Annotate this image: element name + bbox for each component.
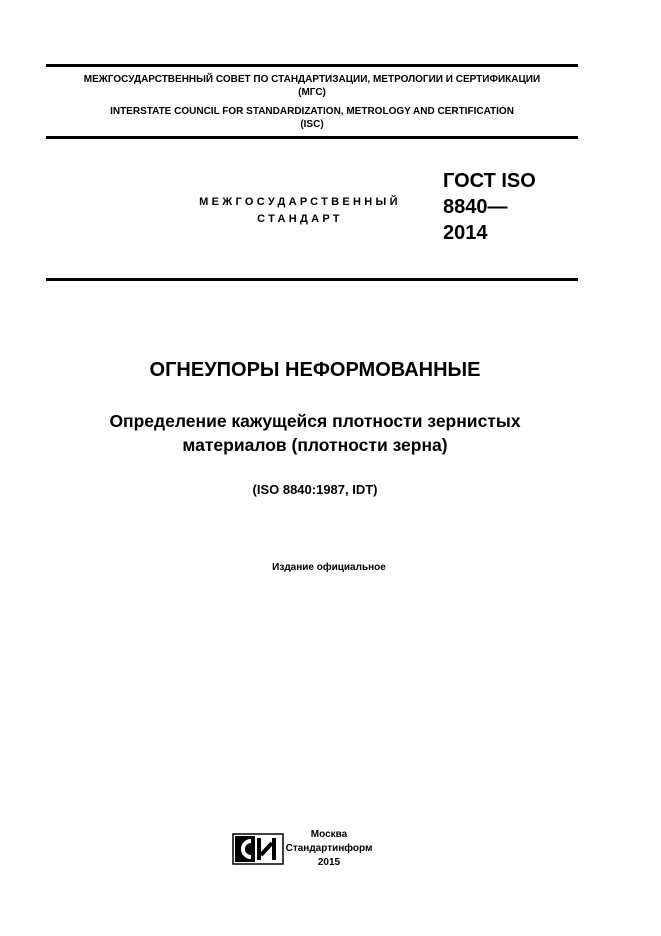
council-ru-name: МЕЖГОСУДАРСТВЕННЫЙ СОВЕТ ПО СТАНДАРТИЗАЦИИ, МЕТРОЛОГИИ И СЕРТИФИКАЦИИ [83, 74, 541, 85]
publisher-info [282, 828, 376, 870]
top-rule [46, 64, 578, 67]
council-en-abbr: (ISC) [300, 119, 324, 130]
standard-label-line2: СТАНДАРТ [257, 213, 343, 225]
standartinform-logo-icon [232, 833, 284, 865]
subtitle-line1: Определение кажущейся плотности зернистых [109, 411, 521, 431]
document-title: ОГНЕУПОРЫ НЕФОРМОВАННЫЕ [149, 359, 481, 381]
publisher-city: Москва [310, 829, 348, 840]
interstate-standard-label [150, 194, 450, 228]
council-en [46, 105, 578, 131]
document-subtitle [0, 409, 630, 457]
council-ru [46, 73, 578, 99]
gost-code-line1: ГОСТ ISO [443, 170, 536, 192]
council-en-name: INTERSTATE COUNCIL FOR STANDARDIZATION, METROLOGY AND CERTIFICATION [110, 106, 514, 117]
publisher-name: Стандартинформ [285, 843, 373, 854]
standard-label-line1: МЕЖГОСУДАРСТВЕННЫЙ [199, 196, 401, 208]
header-divider [46, 136, 578, 139]
subtitle-line2: материалов (плотности зерна) [182, 435, 448, 455]
standard-divider [46, 278, 578, 281]
edition-note: Издание официальное [272, 562, 386, 573]
gost-code [443, 168, 536, 246]
gost-code-line2: 8840— [443, 196, 508, 218]
iso-reference: (ISO 8840:1987, IDT) [252, 482, 378, 497]
publisher-year: 2015 [317, 857, 341, 868]
gost-code-line3: 2014 [443, 222, 488, 244]
council-ru-abbr: (МГС) [298, 87, 326, 98]
